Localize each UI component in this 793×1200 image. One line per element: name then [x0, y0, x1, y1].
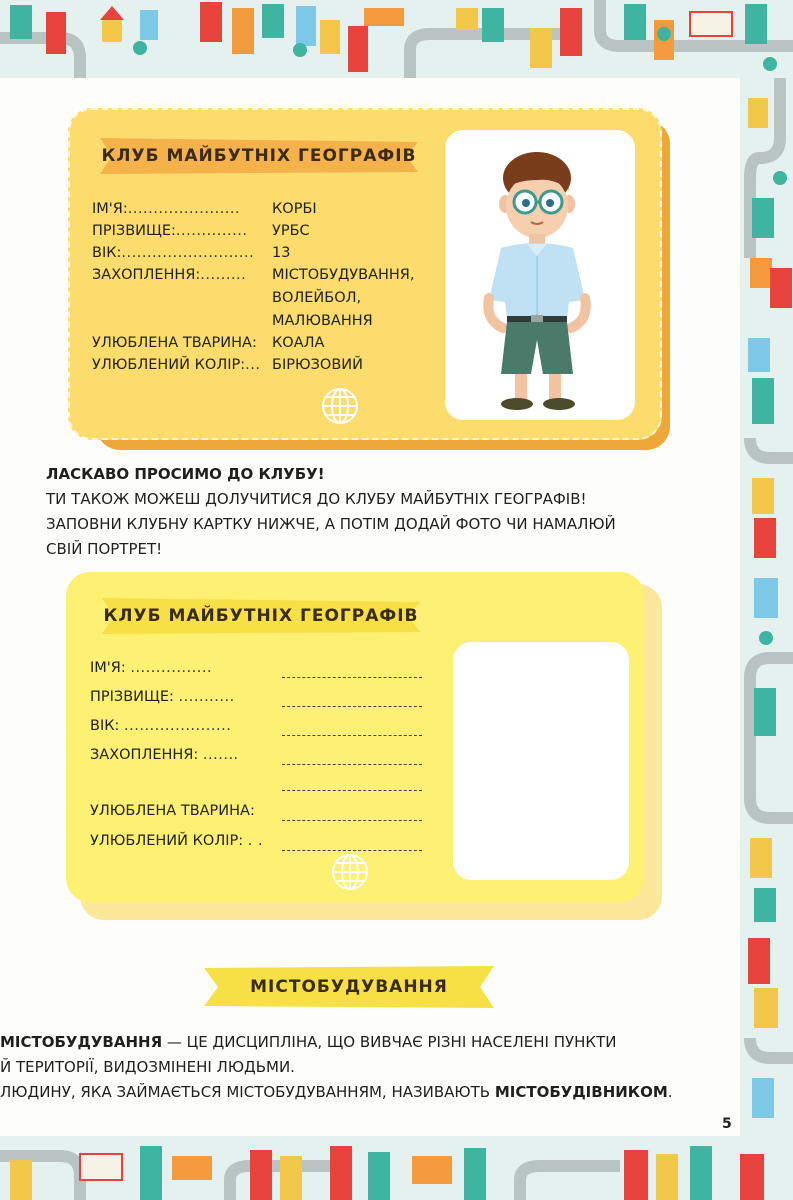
intro-line-2: ТИ ТАКОЖ МОЖЕШ ДОЛУЧИТИСЯ ДО КЛУБУ МАЙБУТНІХ ГЕОГРАФІВ! [46, 490, 587, 508]
intro-welcome: ЛАСКАВО ПРОСИМО ДО КЛУБУ! [46, 465, 325, 483]
form-dots: ........... [178, 689, 235, 705]
hobbies-input-line-2[interactable] [282, 790, 422, 791]
blank-card-title: КЛУБ МАЙБУТНІХ ГЕОГРАФІВ [103, 606, 419, 626]
definition-period: . [667, 1083, 673, 1101]
term-bold: МІСТОБУДУВАННЯ [0, 1033, 163, 1051]
intro-line-3: ЗАПОВНИ КЛУБНУ КАРТКУ НИЖЧЕ, А ПОТІМ ДОДАЙ ФОТО ЧИ НАМАЛЮЙ [46, 515, 616, 533]
section-title-ribbon [204, 964, 494, 1010]
age-input-line[interactable] [282, 735, 422, 736]
form-row-surname [90, 689, 235, 705]
club-card-title: КЛУБ МАЙБУТНІХ ГЕОГРАФІВ [101, 146, 417, 166]
definition-text: ЛЮДИНУ, ЯКА ЗАЙМАЄТЬСЯ МІСТОБУДУВАННЯМ, НАЗИВАЮТЬ [0, 1083, 495, 1101]
city-border-bottom [0, 1136, 793, 1200]
form-label: ІМ'Я: [90, 660, 126, 676]
portrait-photo-frame [445, 130, 635, 420]
form-label: ПРІЗВИЩЕ: [90, 689, 174, 705]
globe-icon [320, 386, 360, 426]
field-name [92, 198, 317, 220]
field-dots: ......... [200, 267, 247, 283]
form-dots: ..................... [124, 718, 232, 734]
field-dots: .......................... [121, 245, 255, 261]
globe-icon [330, 852, 370, 892]
form-row-hobbies [90, 747, 239, 763]
field-label: ПРІЗВИЩЕ: [92, 223, 176, 239]
name-input-line[interactable] [282, 677, 422, 678]
photo-placeholder[interactable] [453, 642, 629, 880]
field-value: УРБС [272, 223, 310, 239]
form-row-name [90, 660, 212, 676]
form-row-favorite-color [90, 833, 263, 849]
section-title: МІСТОБУДУВАННЯ [250, 977, 448, 997]
field-label: УЛЮБЛЕНА ТВАРИНА: [92, 335, 257, 351]
form-label: УЛЮБЛЕНИЙ КОЛІР: [90, 833, 244, 849]
favorite-color-input-line[interactable] [282, 850, 422, 851]
field-favorite-color [92, 354, 363, 376]
favorite-animal-input-line[interactable] [282, 820, 422, 821]
form-label: УЛЮБЛЕНА ТВАРИНА: [90, 803, 255, 819]
field-value: МАЛЮВАННЯ [272, 313, 373, 329]
field-favorite-animal [92, 332, 325, 354]
surname-input-line[interactable] [282, 706, 422, 707]
blank-card-title-ribbon [102, 596, 420, 636]
field-label: ЗАХОПЛЕННЯ: [92, 267, 201, 283]
field-age [92, 242, 291, 264]
definition-line-1 [0, 1030, 616, 1055]
form-row-favorite-animal [90, 803, 259, 819]
form-dots: ....... [202, 747, 239, 763]
hobbies-input-line[interactable] [282, 764, 422, 765]
club-card-title-ribbon [100, 136, 418, 176]
field-label: УЛЮБЛЕНИЙ КОЛІР: [92, 357, 246, 373]
form-label: ЗАХОПЛЕННЯ: [90, 747, 199, 763]
field-value: КОРБІ [272, 201, 317, 217]
page-number: 5 [722, 1116, 732, 1132]
field-surname [92, 220, 310, 242]
field-value: 13 [272, 245, 291, 261]
field-label: ВІК: [92, 245, 122, 261]
field-dots: ... [245, 357, 261, 373]
field-value: БІРЮЗОВИЙ [272, 357, 363, 373]
intro-line-4: СВІЙ ПОРТРЕТ! [46, 540, 163, 558]
definition-text: — ЦЕ ДИСЦИПЛІНА, ЩО ВИВЧАЄ РІЗНІ НАСЕЛЕНІ ПУНКТИ [162, 1033, 617, 1051]
term-bold: МІСТОБУДІВНИКОМ [494, 1083, 668, 1101]
field-label: ІМ'Я: [92, 201, 128, 217]
city-border-right [740, 78, 793, 1136]
boy-with-glasses-illustration [445, 130, 635, 420]
city-border-top [0, 0, 793, 78]
field-dots: ...................... [127, 201, 241, 217]
definition-line-3 [0, 1080, 673, 1105]
form-row-age [90, 718, 231, 734]
form-dots: . . [247, 833, 264, 849]
form-label: ВІК: [90, 718, 120, 734]
form-dots: ................ [130, 660, 213, 676]
field-dots: .............. [175, 223, 248, 239]
field-value: КОАЛА [272, 335, 325, 351]
field-hobbies [92, 264, 415, 286]
field-value: ВОЛЕЙБОЛ, [272, 290, 362, 306]
definition-line-2: Й ТЕРИТОРІЇ, ВИДОЗМІНЕНІ ЛЮДЬМИ. [0, 1058, 295, 1076]
field-value: МІСТОБУДУВАННЯ, [272, 267, 415, 283]
